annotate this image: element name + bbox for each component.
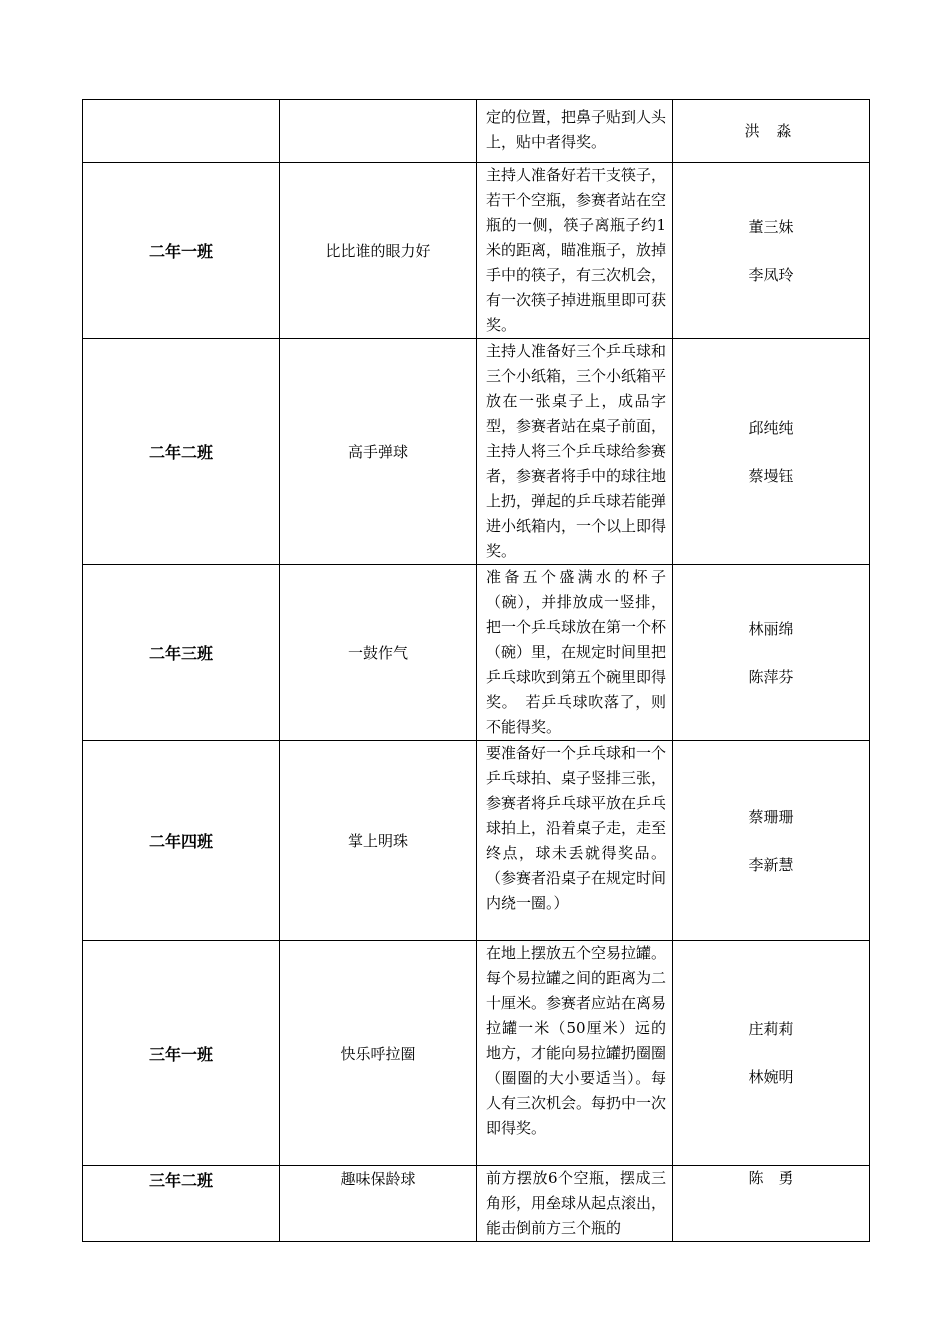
teacher-name: 陈 勇: [748, 1169, 794, 1187]
class-name-cell: 二年二班: [83, 339, 280, 565]
class-name-cell: 三年一班: [83, 941, 280, 1166]
teachers-cell: [673, 163, 870, 339]
activity-description: 前方摆放6个空瓶，摆成三角形，用垒球从起点滚出，能击倒前方三个瓶的: [477, 1166, 673, 1242]
teacher-name: 李凤玲: [748, 265, 794, 284]
teachers-cell: [673, 1166, 870, 1242]
teachers-cell: [673, 741, 870, 941]
teacher-name: 董三妹: [748, 217, 794, 236]
activity-name-cell: [280, 100, 477, 163]
teacher-name: 蔡珊珊: [748, 807, 794, 826]
activity-description: 要准备好一个乒乓球和一个乒乓球拍、桌子竖排三张，参赛者将乒乓球平放在乒乓球拍上，沿着桌子走，走至终点，球未丢就得奖品。（参赛者沿桌子在规定时间内绕一圈。）: [477, 741, 673, 941]
activity-description: 准备五个盛满水的杯子（碗），并排放成一竖排，把一个乒乓球放在第一个杯（碗）里，在规定时间里把乒乓球吹到第五个碗里即得奖。 若乒乓球吹落了，则不能得奖。: [477, 565, 673, 741]
table-row: [83, 565, 870, 741]
activity-description: 定的位置，把鼻子贴到人头上，贴中者得奖。: [477, 100, 673, 163]
table-row: [83, 100, 870, 163]
activity-name-cell: 快乐呼拉圈: [280, 941, 477, 1166]
teachers-cell: [673, 100, 870, 163]
activity-name-cell: 一鼓作气: [280, 565, 477, 741]
teacher-name: 陈萍芬: [748, 667, 794, 686]
teacher-name: 林丽绵: [748, 619, 794, 638]
teachers-cell: [673, 339, 870, 565]
teacher-name: 邱纯纯: [748, 418, 794, 437]
teacher-name: 蔡墁钰: [748, 466, 794, 485]
table-row: [83, 941, 870, 1166]
activity-name-cell: 高手弹球: [280, 339, 477, 565]
activity-table: [82, 99, 870, 1242]
teacher-name: 庄莉莉: [748, 1020, 794, 1038]
teacher-name: 林婉明: [748, 1068, 794, 1086]
activity-name-cell: 趣味保龄球: [280, 1166, 477, 1242]
table-row: [83, 163, 870, 339]
activity-description: 在地上摆放五个空易拉罐。每个易拉罐之间的距离为二十厘米。参赛者应站在离易拉罐一米（50厘米）远的地方，才能向易拉罐扔圈圈（圈圈的大小要适当）。每人有三次机会。每扔中一次即得奖。: [477, 941, 673, 1166]
table-row: [83, 1166, 870, 1242]
table-row: [83, 741, 870, 941]
class-name-cell: 三年二班: [83, 1166, 280, 1242]
class-name-cell: 二年一班: [83, 163, 280, 339]
teacher-name: 洪 淼: [744, 122, 798, 140]
class-name-cell: 二年三班: [83, 565, 280, 741]
activity-description: 主持人准备好三个乒乓球和三个小纸箱，三个小纸箱平放在一张桌子上，成品字型，参赛者站在桌子前面，主持人将三个乒乓球给参赛者，参赛者将手中的球往地上扔，弹起的乒乓球若能弹进小纸箱内，一个以上即得奖。: [477, 339, 673, 565]
activity-name-cell: 掌上明珠: [280, 741, 477, 941]
activity-name-cell: 比比谁的眼力好: [280, 163, 477, 339]
teacher-name: 李新慧: [748, 855, 794, 874]
activity-description: 主持人准备好若干支筷子，若干个空瓶，参赛者站在空瓶的一侧，筷子离瓶子约1米的距离，瞄准瓶子，放掉手中的筷子，有三次机会，有一次筷子掉进瓶里即可获奖。: [477, 163, 673, 339]
teachers-cell: [673, 565, 870, 741]
table-row: [83, 339, 870, 565]
teachers-cell: [673, 941, 870, 1166]
class-name-cell: 二年四班: [83, 741, 280, 941]
class-name-cell: [83, 100, 280, 163]
